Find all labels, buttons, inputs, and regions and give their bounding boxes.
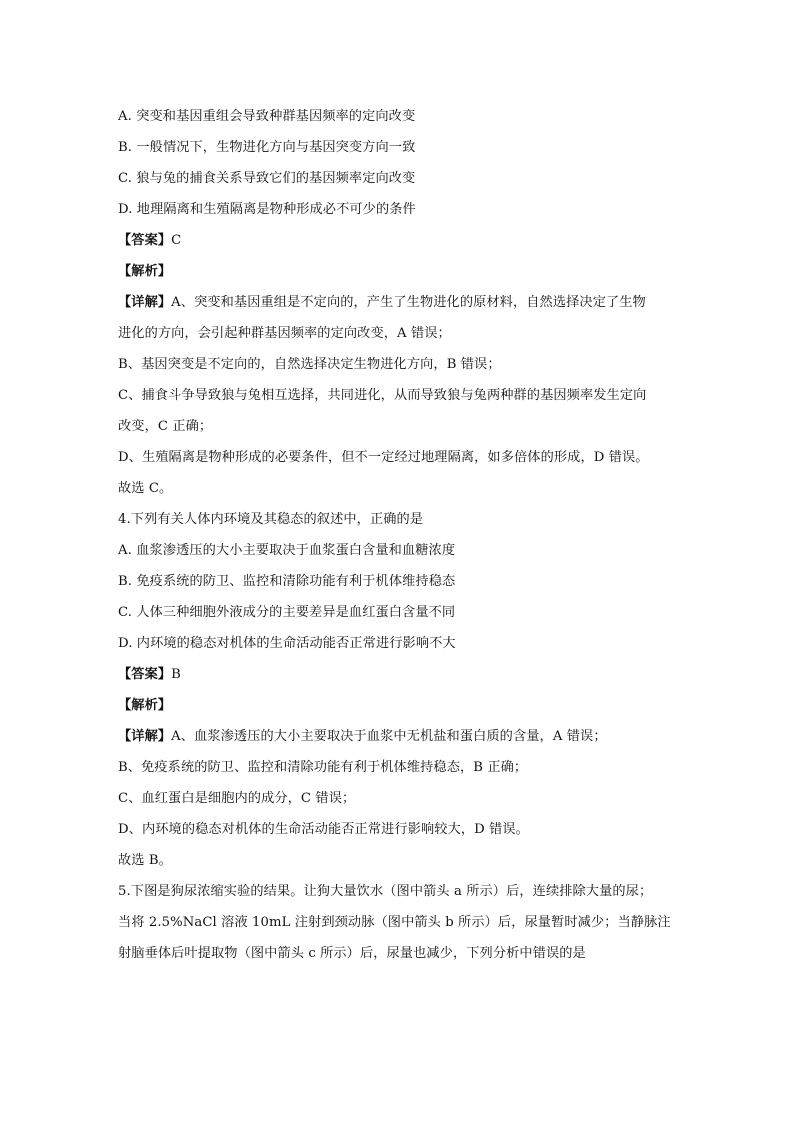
q4-answer-tag: 【答案】	[118, 667, 172, 682]
q4-option-b: B. 免疫系统的防卫、监控和清除功能有利于机体维持稳态	[118, 574, 456, 589]
q3-option-d: D. 地理隔离和生殖隔离是物种形成必不可少的条件	[118, 202, 416, 217]
q3-answer-tag: 【答案】	[118, 233, 172, 248]
q4-answer	[118, 659, 688, 690]
q3-answer	[118, 225, 688, 256]
q3-option-a: A. 突变和基因重组会导致种群基因频率的定向改变	[118, 109, 416, 124]
q3-option-c: C. 狼与兔的捕食关系导致它们的基因频率定向改变	[118, 171, 416, 186]
q4-option-c: C. 人体三种细胞外液成分的主要差异是血红蛋白含量不同	[118, 605, 456, 620]
q4-conclusion: 故选 B。	[118, 853, 172, 868]
q4-stem: 4.下列有关人体内环境及其稳态的叙述中，正确的是	[118, 512, 424, 527]
q3-analysis-tag: 【解析】	[118, 264, 172, 279]
q4-detail-a	[118, 721, 688, 752]
q4-answer-value: B	[171, 667, 181, 682]
q3-option-b: B. 一般情况下，生物进化方向与基因突变方向一致	[118, 140, 416, 155]
q4-detail-a-text: A、血浆渗透压的大小主要取决于血浆中无机盐和蛋白质的含量，A 错误；	[171, 729, 607, 744]
q3-detail-c1: C、捕食斗争导致狼与兔相互选择，共同进化，从而导致狼与兔两种群的基因频率发生定向	[118, 388, 647, 403]
q3-detail-d: D、生殖隔离是物种形成的必要条件，但不一定经过地理隔离，如多倍体的形成，D 错误。	[118, 450, 649, 465]
q3-detail-c2: 改变，C 正确；	[118, 419, 213, 434]
q3-answer-value: C	[171, 233, 182, 248]
q4-detail-d: D、内环境的稳态对机体的生命活动能否正常进行影响较大，D 错误。	[118, 822, 529, 837]
q5-stem-line1: 5.下图是狗尿浓缩实验的结果。让狗大量饮水（图中箭头 a 所示）后，连续排除大量的尿；	[118, 884, 653, 899]
q3-detail-line1	[118, 287, 688, 318]
q4-analysis-tag: 【解析】	[118, 698, 172, 713]
q5-stem-line2: 当将 2.5%NaCl 溶液 10mL 注射到颈动脉（图中箭头 b 所示）后，尿量暂时减少；当静脉注	[118, 915, 671, 930]
q3-detail-line2: 进化的方向，会引起种群基因频率的定向改变，A 错误；	[118, 326, 451, 341]
q4-detail-c: C、血红蛋白是细胞内的成分，C 错误；	[118, 791, 356, 806]
q5-stem-line3: 射脑垂体后叶提取物（图中箭头 c 所示）后，尿量也减少，下列分析中错误的是	[118, 946, 586, 961]
q3-detail-tag: 【详解】	[118, 295, 172, 310]
q4-option-d: D. 内环境的稳态对机体的生命活动能否正常进行影响不大	[118, 636, 456, 651]
q3-detail-text1: A、突变和基因重组是不定向的，产生了生物进化的原材料，自然选择决定了生物	[171, 295, 646, 310]
q4-detail-tag: 【详解】	[118, 729, 172, 744]
q4-detail-b: B、免疫系统的防卫、监控和清除功能有利于机体维持稳态，B 正确；	[118, 760, 528, 775]
q4-option-a: A. 血浆渗透压的大小主要取决于血浆蛋白含量和血糖浓度	[118, 543, 456, 558]
q3-conclusion: 故选 C。	[118, 481, 173, 496]
q3-detail-b: B、基因突变是不定向的，自然选择决定生物进化方向，B 错误；	[118, 357, 501, 372]
document-content	[118, 101, 688, 969]
